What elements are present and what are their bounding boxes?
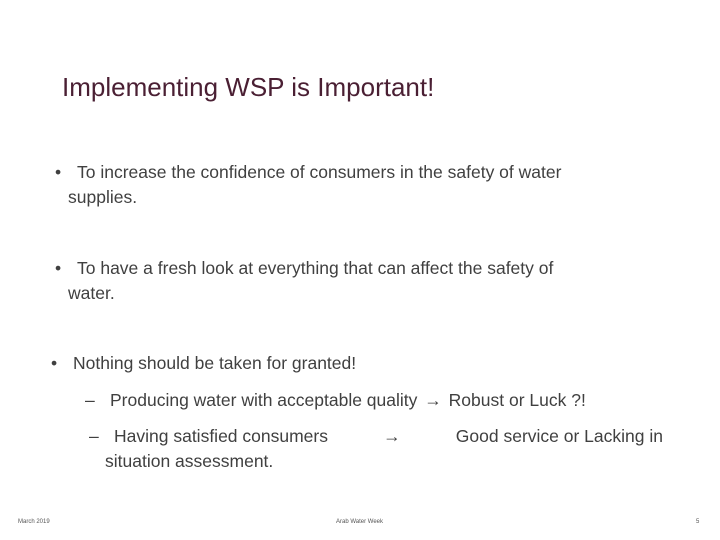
slide-title: Implementing WSP is Important! [62,72,435,102]
bullet-item [55,256,663,306]
bullet-text-line2: water. [68,283,115,303]
right-arrow-icon: → [383,426,401,446]
sub-bullet-mark: – [89,426,99,446]
sub-bullet-mark: – [85,390,95,410]
sub-bullet-text-before: Having satisfied consumers [114,426,328,446]
sub-bullet-text-after: Robust or Luck ?! [448,390,586,410]
footer-event: Arab Water Week [336,519,384,525]
bullet-item [51,351,663,376]
bullet-text-line2: supplies. [68,187,138,207]
sub-bullet-text-after: Good service or Lacking in [455,426,663,446]
sub-bullet-line2: situation assessment. [105,451,274,471]
right-arrow-icon: → [424,390,442,410]
bullet-mark: • [55,162,62,182]
sub-bullet-item [89,424,663,474]
sub-bullet-line1 [114,424,663,449]
bullet-text-line1: To increase the confidence of consumers in the safety of water [77,162,562,182]
bullet-text-line1: Nothing should be taken for granted! [73,353,357,373]
sub-bullet-text-before: Producing water with acceptable quality [110,390,418,410]
bullet-mark: • [55,258,62,278]
bullet-mark: • [51,353,58,373]
bullet-item [55,160,663,210]
bullet-text-line1: To have a fresh look at everything that can affect the safety of [77,258,554,278]
footer-date: March 2019 [18,519,50,525]
sub-bullet-item [85,388,663,413]
footer-page-number: 5 [696,519,700,525]
